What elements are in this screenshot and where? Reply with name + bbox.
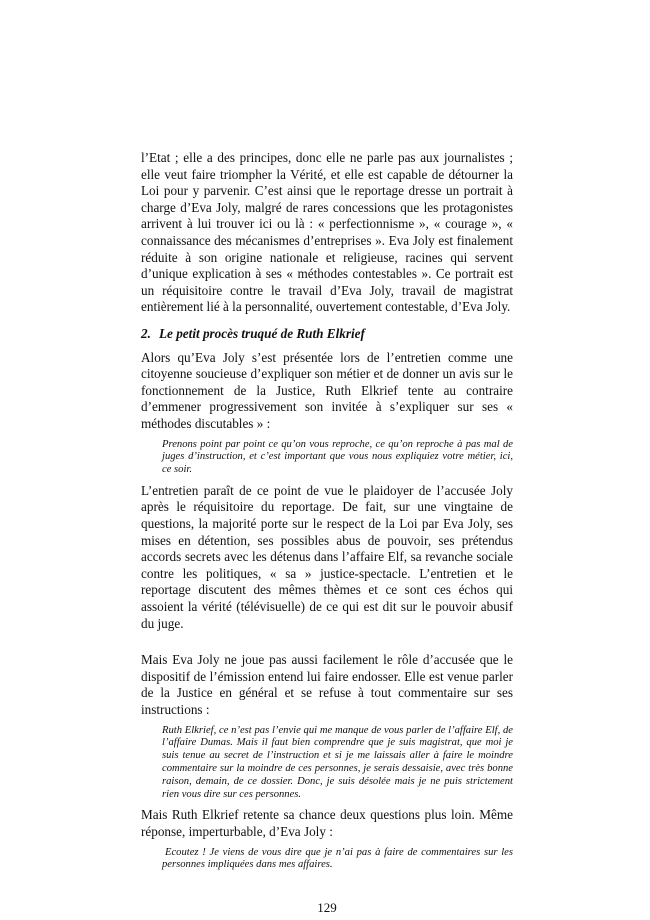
block-quote-2: Ruth Elkrief, ce n’est pas l’envie qui me manque de vous parler de l’affaire Elf, de l’affaire Dumas. Mais il faut bien comprendre que je suis magistrat, que moi je suis tenue au secret de l’instruction et si je me laissais aller à faire le moindre commentaire sur la moindre de ces personnes, je serais dessaisie, avec très bonne raison, demain, de ce dossier. Donc, je suis désolée mais je ne puis strictement rien vous dire sur ces personnes.	[162, 724, 513, 800]
page-number: 129	[317, 900, 337, 916]
paragraph-5: Mais Ruth Elkrief retente sa chance deux questions plus loin. Même réponse, imperturbable, d’Eva Joly :	[141, 807, 513, 839]
paragraph-1: l’Etat ; elle a des principes, donc elle ne parle pas aux journalistes ; elle veut faire triompher la Vérité, et elle est capable de détourner la Loi pour y parvenir. C’est ainsi que le reportage dresse un portrait à charge d’Eva Joly, malgré de rares concessions que les protagonistes arrivent à lui trouver ici ou là : « perfectionnisme », « courage », « connaissance des mécanismes d’entreprises ». Eva Joly est finalement réduite à son origine nationale et religieuse, racines qui servent d’unique explication à ses « méthodes contestables ». Ce portrait est un réquisitoire contre le travail d’Eva Joly, travail de magistrat entièrement lié à la personnalité, ouvertement contestable, d’Eva Joly.	[141, 150, 513, 315]
page-text-column	[141, 0, 513, 916]
section-number: 2.	[141, 325, 151, 341]
paragraph-2: Alors qu’Eva Joly s’est présentée lors de l’entretien comme une citoyenne soucieuse d’expliquer son métier et de donner un avis sur le fonctionnement de la Justice, Ruth Elkrief tente au contraire d’emmener progressivement son invitée à s’expliquer sur ses « méthodes discutables » :	[141, 349, 513, 431]
block-quote-3: Ecoutez ! Je viens de vous dire que je n’ai pas à faire de commentaires sur les personnes impliquées dans mes affaires.	[162, 846, 513, 871]
section-heading	[141, 326, 513, 343]
section-title: Le petit procès truqué de Ruth Elkrief	[159, 325, 365, 341]
block-quote-1: Prenons point par point ce qu’on vous reproche, ce qu’on reproche à pas mal de juges d’instruction, et c’est important que vous nous expliquiez votre métier, ici, ce soir.	[162, 438, 513, 476]
paragraph-4: Mais Eva Joly ne joue pas aussi facilement le rôle d’accusée que le dispositif de l’émission entend lui faire endosser. Elle est venue parler de la Justice en général et se refuse à tout commentaire sur ses instructions :	[141, 652, 513, 718]
paragraph-3: L’entretien paraît de ce point de vue le plaidoyer de l’accusée Joly après le réquisitoire du reportage. De fait, sur une vingtaine de questions, la majorité porte sur le respect de la Loi par Eva Joly, ses mises en détention, ses possibles abus de pouvoir, ses prétendus accords secrets avec les détenus dans l’affaire Elf, sa revanche sociale contre les politiques, « sa » justice-spectacle. L’entretien et le reportage discutent des mêmes thèmes et ce sont ces échos qui assoient la vérité (télévisuelle) de ce qui est dit sur le pouvoir abusif du juge.	[141, 482, 513, 631]
